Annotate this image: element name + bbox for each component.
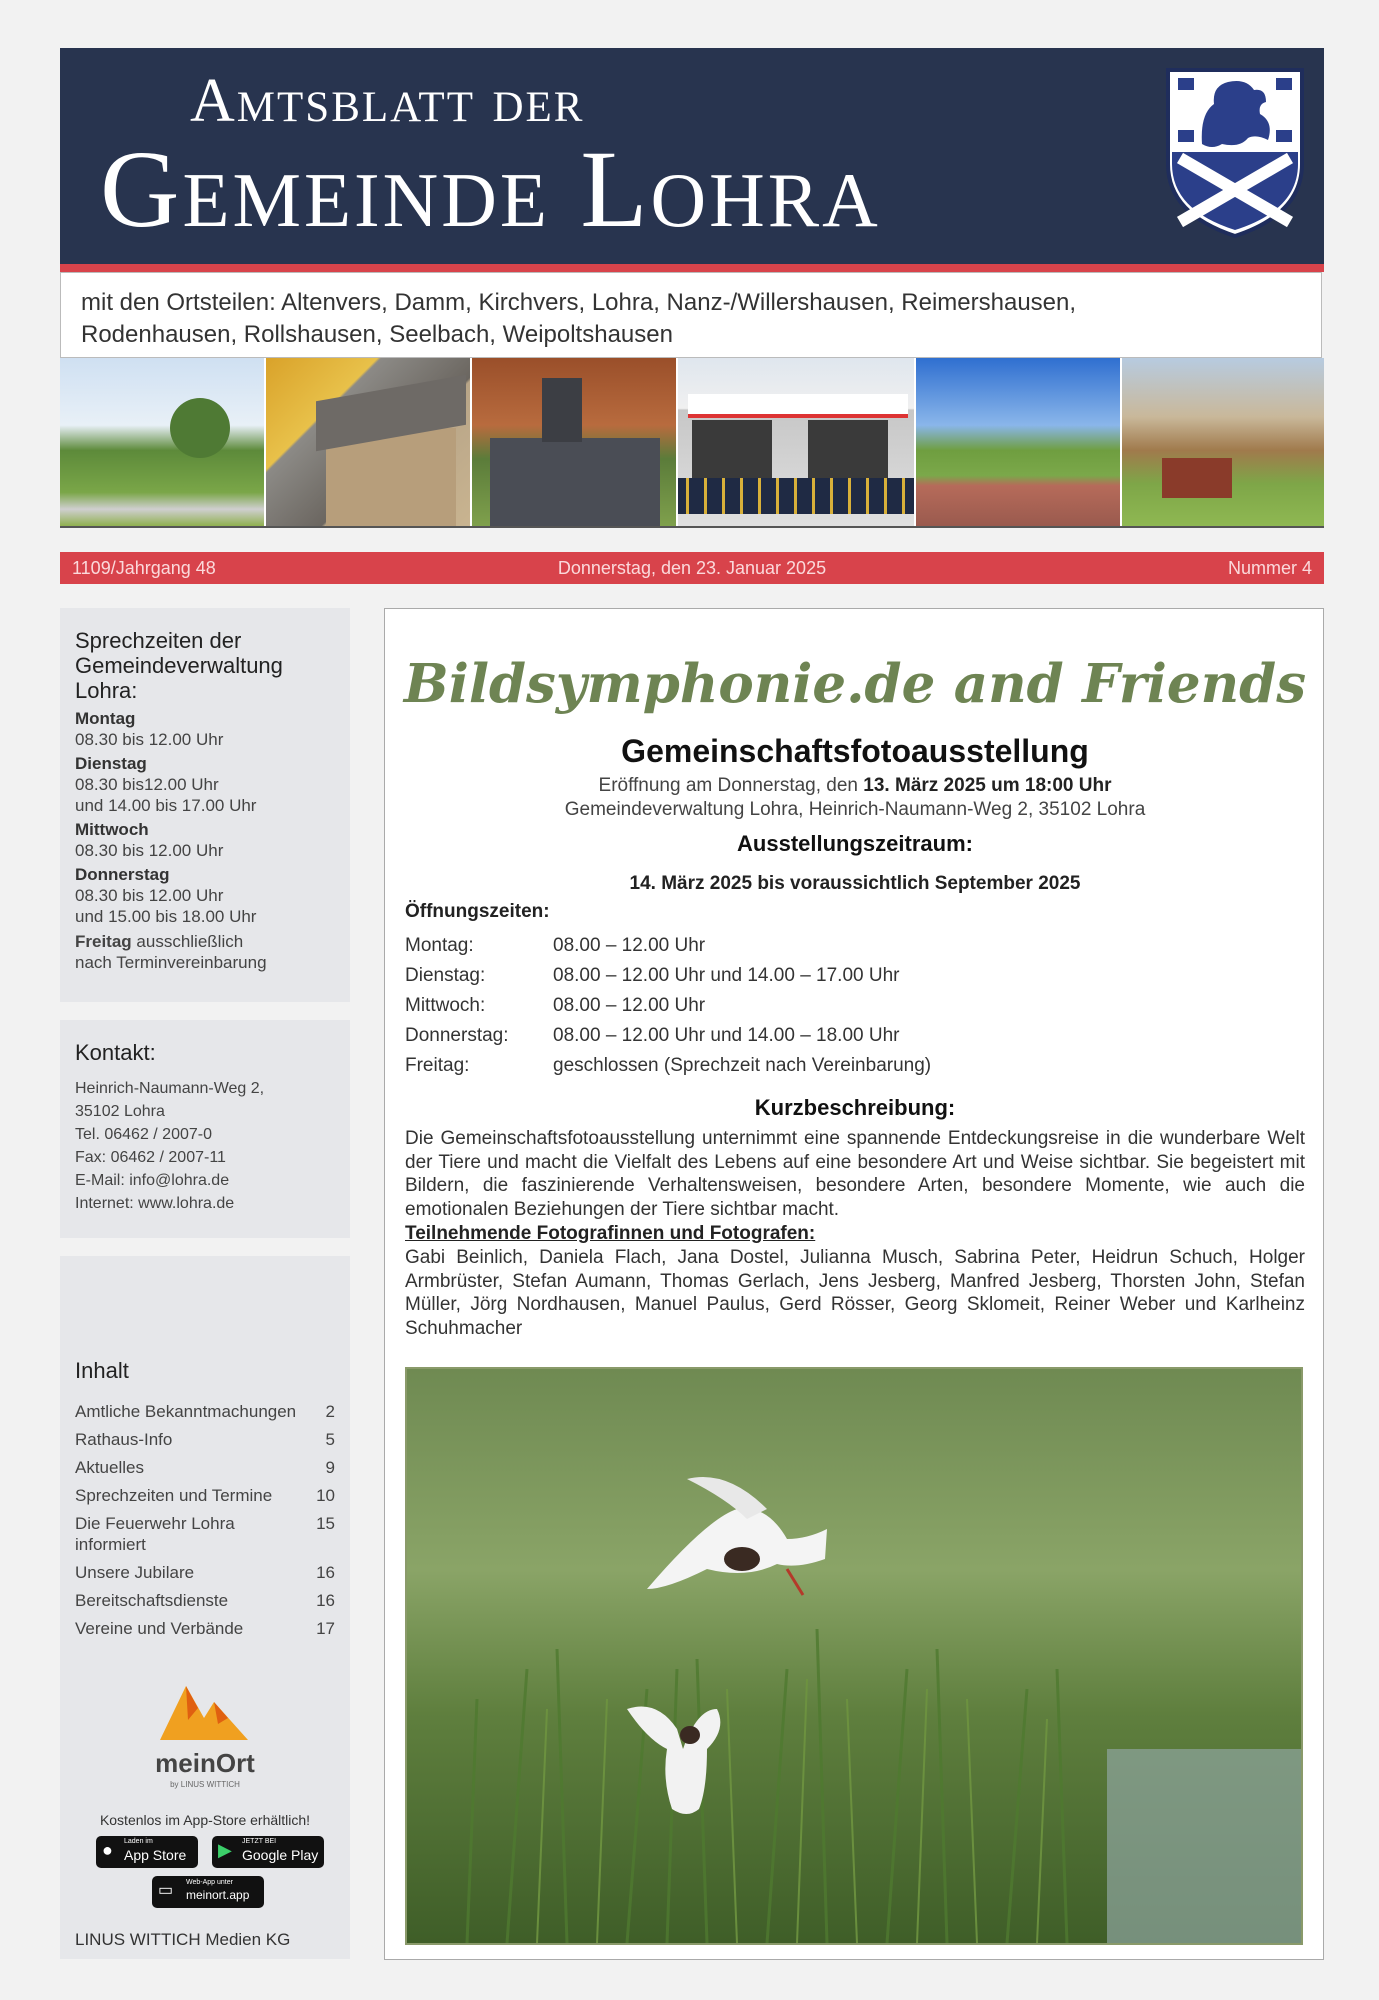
app-tagline: Kostenlos im App-Store erhältlich! <box>99 1812 311 1828</box>
masthead-red-rule <box>60 264 1324 272</box>
office-hours-monday: Montag 08.30 bis 12.00 Uhr <box>75 709 224 749</box>
monitor-icon: ▭ <box>158 1882 174 1899</box>
issue-volume: 1109/Jahrgang 48 <box>72 558 216 578</box>
photo-landscape <box>60 358 266 526</box>
event-place: Gemeindeverwaltung Lohra, Heinrich-Naumann-Weg 2, 35102 Lohra <box>564 799 1146 820</box>
office-hours-thursday: Donnerstag 08.30 bis 12.00 Uhr und 15.00 bis 18.00 Uhr <box>75 865 257 926</box>
subtitle-line-1: mit den Ortsteilen: Altenvers, Damm, Kirchvers, Lohra, Nanz-/Willershausen, Reimershausen, <box>81 289 1077 316</box>
contact-title: Kontakt: <box>75 1040 156 1065</box>
main-article <box>384 608 1324 1960</box>
opening-hours-row: Freitag: geschlossen (Sprechzeit nach Vereinbarung) <box>405 1055 932 1076</box>
toc-item[interactable]: Vereine und Verbände 17 <box>75 1619 335 1638</box>
app-store-button[interactable]: ● Laden im App Store <box>96 1836 198 1868</box>
exhibition-heading: Ausstellungszeitraum: <box>737 831 973 856</box>
opening-hours-heading: Öffnungszeiten: <box>405 901 550 922</box>
description-heading: Kurzbeschreibung: <box>754 1095 956 1120</box>
participants-heading: Teilnehmende Fotografinnen und Fotografen: <box>405 1223 816 1244</box>
meinort-brand: meinOrt <box>155 1748 255 1778</box>
office-hours-friday: Freitag ausschließlich nach Terminvereinbarung <box>75 932 267 972</box>
opening-hours-row: Dienstag: 08.00 – 12.00 Uhr und 14.00 – 17.00 Uhr <box>405 965 900 986</box>
issue-date: Donnerstag, den 23. Januar 2025 <box>557 558 827 578</box>
publisher-name: LINUS WITTICH Medien KG <box>75 1930 291 1949</box>
photo-sports-field <box>916 358 1122 526</box>
description-text: Die Gemeinschaftsfotoausstellung unternimmt eine spannende Entdeckungsreise in die wunderbare Welt der Tiere und macht die Vielfalt des Lebens auf eine besondere Art und Weise sichtbar. Sie begeistert mit Bildern, die faszinierende Verhaltensweisen, besondere Arten, besondere Momente, wie auch die emotionalen Beziehungen der Tiere sichtbar macht. <box>405 1128 1305 1220</box>
contact-email[interactable]: E-Mail: info@lohra.de <box>75 1172 230 1189</box>
google-play-button[interactable]: ▶ JETZT BEI Google Play <box>212 1836 324 1868</box>
toc-item[interactable]: Die Feuerwehr Lohra informiert 15 <box>75 1514 335 1554</box>
photo-fire-station <box>678 358 916 526</box>
contact-fax: Fax: 06462 / 2007-11 <box>75 1149 226 1166</box>
toc-item[interactable]: Rathaus-Info 5 <box>75 1430 335 1449</box>
photo-chapel <box>266 358 472 526</box>
issue-info-bar <box>60 552 1324 584</box>
coat-of-arms-icon <box>1162 64 1308 240</box>
toc-item[interactable]: Sprechzeiten und Termine 10 <box>75 1486 335 1505</box>
toc-item[interactable]: Unsere Jubilare 16 <box>75 1563 335 1582</box>
toc-item[interactable]: Bereitschaftsdienste 16 <box>75 1591 335 1610</box>
ortsteile-subtitle <box>60 272 1322 358</box>
contact-box <box>60 1020 350 1238</box>
meinort-brand-sub: by LINUS WITTICH <box>170 1780 240 1789</box>
opening-hours-row: Montag: 08.00 – 12.00 Uhr <box>405 935 706 956</box>
masthead-title-line1: Amtsblatt der <box>190 67 585 135</box>
photo-park-shelter <box>1122 358 1324 526</box>
contact-phone: Tel. 06462 / 2007-0 <box>75 1126 212 1143</box>
subtitle-line-2: Rodenhausen, Rollshausen, Seelbach, Weipoltshausen <box>81 321 673 348</box>
contact-street: Heinrich-Naumann-Weg 2, <box>75 1080 265 1097</box>
office-hours-tuesday: Dienstag 08.30 bis12.00 Uhr und 14.00 bis 17.00 Uhr <box>75 754 257 815</box>
google-play-icon: ▶ <box>218 1840 232 1860</box>
photo-monument <box>472 358 678 526</box>
web-app-button[interactable]: ▭ Web-App unter meinort.app <box>152 1876 264 1908</box>
contact-website[interactable]: Internet: www.lohra.de <box>75 1195 235 1212</box>
event-title: Gemeinschaftsfotoausstellung <box>621 733 1089 769</box>
gulls-photo-image <box>407 1369 1301 1943</box>
meinort-logo-icon <box>158 1680 250 1744</box>
opening-hours-row: Mittwoch: 08.00 – 12.00 Uhr <box>405 995 706 1016</box>
toc-item[interactable]: Aktuelles 9 <box>75 1458 335 1477</box>
masthead-title-line2: Gemeinde Lohra <box>100 128 881 250</box>
apple-icon: ● <box>102 1840 113 1860</box>
office-hours-title: Sprechzeiten der Gemeindeverwaltung Lohra: <box>75 628 283 703</box>
exhibition-range: 14. März 2025 bis voraussichtlich September 2025 <box>629 873 1081 894</box>
office-hours-wednesday: Mittwoch 08.30 bis 12.00 Uhr <box>75 820 224 860</box>
opening-hours-row: Donnerstag: 08.00 – 12.00 Uhr und 14.00 – 18.00 Uhr <box>405 1025 900 1046</box>
office-hours-box <box>60 608 350 1002</box>
toc-title: Inhalt <box>75 1358 129 1383</box>
toc-item[interactable]: Amtliche Bekanntmachungen 2 <box>75 1402 335 1421</box>
gulls-photo <box>405 1367 1303 1945</box>
event-opening: Eröffnung am Donnerstag, den 13. März 2025 um 18:00 Uhr <box>598 775 1112 796</box>
table-of-contents-box <box>60 1256 350 1959</box>
participants-text: Gabi Beinlich, Daniela Flach, Jana Dostel, Julianna Musch, Sabrina Peter, Heidrun Schuch, Holger Armbrüster, Stefan Aumann, Thomas Gerlach, Jens Jesberg, Manfred Jesberg, Thorsten John, Stefan Müller, Jörg Nordhausen, Manuel Paulus, Gerd Rösser, Georg Sklomeit, Reiner Weber und Karlheinz Schuhmacher <box>405 1247 1305 1339</box>
masthead <box>60 48 1324 270</box>
photo-strip <box>60 358 1324 528</box>
contact-city: 35102 Lohra <box>75 1103 165 1120</box>
issue-number: Nummer 4 <box>1227 558 1312 578</box>
article-headline: Bildsymphonie.de and Friends <box>403 653 1307 715</box>
